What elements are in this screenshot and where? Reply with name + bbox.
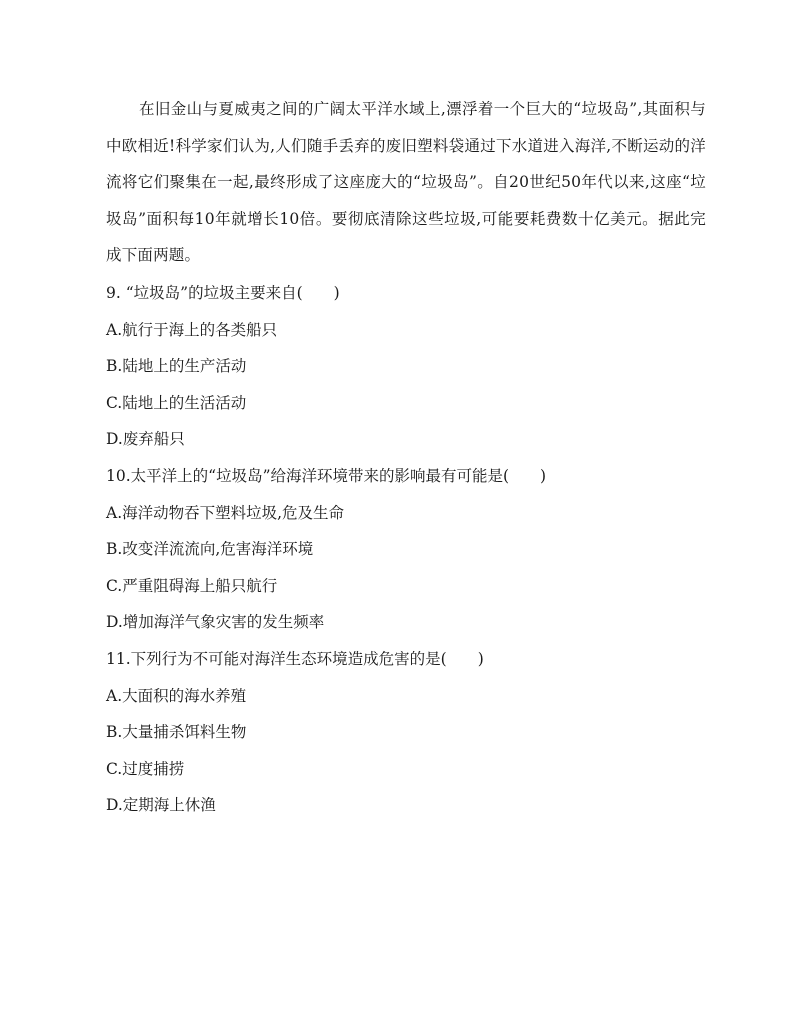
option-c: C.陆地上的生活活动 — [106, 393, 247, 412]
option-c: C.过度捕捞 — [106, 759, 185, 778]
question-10 — [106, 458, 726, 641]
question-stem: 11.下列行为不可能对海洋生态环境造成危害的是( ) — [106, 650, 484, 668]
option-d: D.增加海洋气象灾害的发生频率 — [106, 613, 325, 632]
option-b: B.陆地上的生产活动 — [106, 357, 247, 376]
question-11 — [106, 641, 726, 824]
option-c: C.严重阻碍海上船只航行 — [106, 576, 278, 595]
option-a: A.航行于海上的各类船只 — [106, 320, 278, 339]
question-stem: 10.太平洋上的“垃圾岛”给海洋环境带来的影响最有可能是( ) — [106, 467, 547, 485]
option-b: B.大量捕杀饵料生物 — [106, 723, 247, 742]
reading-passage: 在旧金山与夏威夷之间的广阔太平洋水域上,漂浮着一个巨大的“垃圾岛”,其面积与中欧相近!科学家们认为,人们随手丢弃的废旧塑料袋通过下水道进入海洋,不断运动的洋流将它们聚集在一起,最终形成了这座庞大的“垃圾岛”。自20世纪50年代以来,这座“垃圾岛”面积每10年就增长10倍。要彻底清除这些垃圾,可能要耗费数十亿美元。据此完成下面两题。 — [106, 100, 706, 265]
option-b: B.改变洋流流向,危害海洋环境 — [106, 540, 314, 559]
option-d: D.定期海上休渔 — [106, 796, 216, 815]
question-stem: 9. “垃圾岛”的垃圾主要来自( ) — [106, 284, 340, 302]
option-a: A.海洋动物吞下塑料垃圾,危及生命 — [106, 503, 345, 522]
question-9 — [106, 275, 726, 458]
option-d: D.废弃船只 — [106, 430, 185, 449]
option-a: A.大面积的海水养殖 — [106, 686, 247, 705]
